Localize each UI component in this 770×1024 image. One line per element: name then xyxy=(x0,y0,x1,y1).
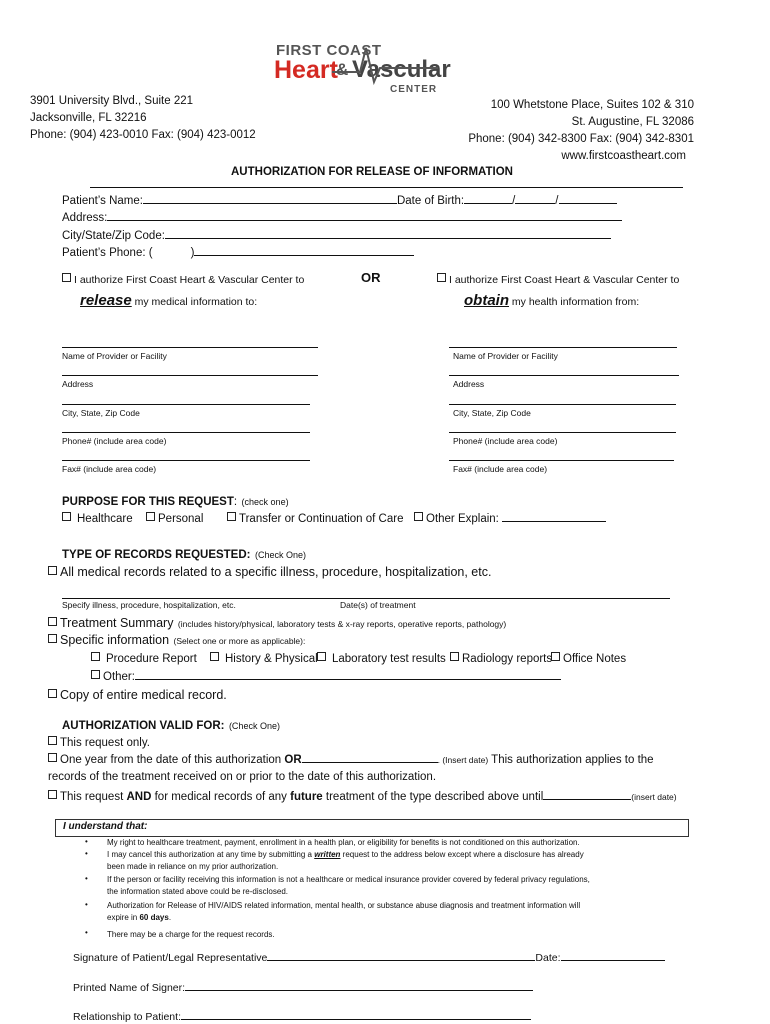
understand-item-2a: I may cancel this authorization at any time by submitting a xyxy=(107,850,315,859)
understand-heading: I understand that: xyxy=(63,821,148,832)
specify-label: Specify illness, procedure, hospitalization, etc. xyxy=(62,600,236,610)
obtain-phone-label: Phone# (include area code) xyxy=(453,436,558,446)
purpose-healthcare-label: Healthcare xyxy=(77,513,133,525)
release-rest: my medical information to: xyxy=(131,296,258,308)
patient-phone-row xyxy=(62,247,414,259)
dob-month-field[interactable] xyxy=(464,203,512,204)
left-address-line3: Phone: (904) 423-0010 Fax: (904) 423-0012 xyxy=(30,129,256,141)
purpose-transfer-label: Transfer or Continuation of Care xyxy=(239,513,404,525)
or-separator: OR xyxy=(361,270,381,285)
title-divider xyxy=(90,187,683,188)
treatment-summary-option[interactable] xyxy=(48,614,506,632)
lab-results-option[interactable] xyxy=(317,652,446,665)
treatment-summary-label: Treatment Summary xyxy=(60,616,174,630)
valid-option-2[interactable] xyxy=(48,753,654,766)
future-label-c: treatment of the type described above until xyxy=(322,791,544,803)
understand-item-4a: Authorization for Release of HIV/AIDS related information, mental health, or substance abuse diagnosis and treatment information will xyxy=(107,901,581,910)
obtain-city-field[interactable] xyxy=(449,404,676,405)
all-records-checkbox[interactable] xyxy=(48,566,57,575)
logo-ampersand: & xyxy=(336,60,349,79)
logo-first-coast: FIRST COAST xyxy=(276,42,382,59)
page-title: AUTHORIZATION FOR RELEASE OF INFORMATION xyxy=(231,166,513,178)
signature-label: Signature of Patient/Legal Representative xyxy=(73,952,268,964)
understand-item-3b: the information stated above could be re-disclosed. xyxy=(107,887,288,896)
obtain-phone-field[interactable] xyxy=(449,432,676,433)
records-heading-row xyxy=(62,545,306,563)
one-year-insert-note: . (Insert date) xyxy=(437,755,489,765)
office-notes-label: Office Notes xyxy=(563,653,627,665)
purpose-personal-label: Personal xyxy=(158,513,204,525)
relationship-label: Relationship to Patient: xyxy=(73,1011,181,1023)
procedure-report-label: Procedure Report xyxy=(106,653,197,665)
relationship-field[interactable] xyxy=(181,1019,531,1020)
other-explain-field[interactable] xyxy=(502,521,606,522)
records-note: (Check One) xyxy=(254,550,306,560)
request-only-checkbox[interactable] xyxy=(48,736,57,745)
future-insert-note: (insert date) xyxy=(631,792,677,802)
one-year-or: OR xyxy=(284,754,302,766)
printed-name-row xyxy=(73,982,533,994)
healthcare-checkbox[interactable] xyxy=(62,512,71,521)
obtain-fax-field[interactable] xyxy=(449,460,674,461)
left-address-line2: Jacksonville, FL 32216 xyxy=(30,112,147,124)
release-city-field[interactable] xyxy=(62,404,310,405)
history-physical-label: History & Physical xyxy=(225,653,318,665)
obtain-city-label: City, State, Zip Code xyxy=(453,408,531,418)
valid-option-1[interactable] xyxy=(48,736,150,749)
future-and: AND xyxy=(126,791,152,803)
patient-name-label: Patient’s Name: xyxy=(62,195,143,207)
signature-field[interactable] xyxy=(267,960,535,961)
obtain-line xyxy=(464,292,639,310)
purpose-heading: PURPOSE FOR THIS REQUEST xyxy=(62,496,234,508)
purpose-note: (check one) xyxy=(241,497,289,507)
authorize-obtain-option[interactable] xyxy=(437,273,679,286)
radiology-checkbox[interactable] xyxy=(450,652,459,661)
release-address-label: Address xyxy=(62,379,94,389)
personal-checkbox[interactable] xyxy=(146,512,155,521)
printed-name-label: Printed Name of Signer: xyxy=(73,982,186,994)
obtain-address-field[interactable] xyxy=(449,375,679,376)
one-year-applies-text: This authorization applies to the xyxy=(488,754,654,766)
patient-address-field[interactable] xyxy=(107,220,622,221)
valid-option-3[interactable] xyxy=(48,790,677,803)
one-year-date-field[interactable] xyxy=(302,762,438,763)
obtain-word: obtain xyxy=(464,292,509,309)
release-fax-label: Fax# (include area code) xyxy=(62,464,157,474)
patient-phone-label: Patient’s Phone: ( xyxy=(62,247,153,259)
understand-item-1: My right to healthcare treatment, payment, enrollment in a health plan, or eligibility for benefits is not conditioned on this authorization. xyxy=(107,838,580,847)
signature-date-label: Date: xyxy=(535,952,561,964)
future-label-a: This request xyxy=(60,791,127,803)
dob-day-field[interactable] xyxy=(515,203,555,204)
release-checkbox[interactable] xyxy=(62,273,71,282)
records-heading: TYPE OF RECORDS REQUESTED: xyxy=(62,549,251,561)
obtain-provider-name-field[interactable] xyxy=(449,347,677,348)
patient-city-label: City/State/Zip Code: xyxy=(62,230,165,242)
understand-box xyxy=(55,819,689,837)
logo xyxy=(270,42,451,97)
history-physical-checkbox[interactable] xyxy=(210,652,219,661)
bullet-1: • xyxy=(85,837,88,846)
valid-heading-row xyxy=(62,716,280,734)
purpose-colon: : xyxy=(233,496,238,508)
obtain-provider-name-label: Name of Provider or Facility xyxy=(453,351,558,361)
copy-entire-checkbox[interactable] xyxy=(48,689,57,698)
purpose-heading-row xyxy=(62,492,289,510)
procedure-report-option[interactable] xyxy=(91,652,197,665)
obtain-address-label: Address xyxy=(453,379,485,389)
release-provider-name-label: Name of Provider or Facility xyxy=(62,351,167,361)
valid-note: (Check One) xyxy=(228,721,280,731)
purpose-transfer[interactable] xyxy=(227,512,404,525)
release-line xyxy=(80,292,257,310)
purpose-personal[interactable] xyxy=(146,512,203,525)
treatment-summary-note: (includes history/physical, laboratory tests & x-ray reports, operative reports, pathology) xyxy=(177,619,507,629)
understand-item-4b xyxy=(107,913,171,922)
purpose-other-label: Other Explain: xyxy=(426,513,499,525)
sixty-days: 60 days xyxy=(139,913,169,922)
release-phone-field[interactable] xyxy=(62,432,310,433)
records-all-option[interactable] xyxy=(48,565,491,579)
relationship-row xyxy=(73,1011,531,1023)
one-year-checkbox[interactable] xyxy=(48,753,57,762)
copy-entire-label: Copy of entire medical record. xyxy=(60,688,227,702)
obtain-fax-label: Fax# (include area code) xyxy=(453,464,548,474)
logo-center: CENTER xyxy=(390,84,438,95)
bullet-5: • xyxy=(85,928,88,937)
patient-address-row xyxy=(62,212,622,224)
pulse-line-icon xyxy=(330,42,440,88)
signature-date-field[interactable] xyxy=(561,960,665,961)
request-only-label: This request only. xyxy=(60,737,150,749)
purpose-healthcare[interactable] xyxy=(62,512,133,525)
right-address-website: www.firstcoastheart.com xyxy=(561,150,686,162)
patient-name-field[interactable] xyxy=(143,203,397,204)
future-date-field[interactable] xyxy=(543,799,631,800)
radiology-option[interactable] xyxy=(450,652,552,665)
specific-info-checkbox[interactable] xyxy=(48,634,57,643)
phone-paren: ) xyxy=(190,247,195,259)
right-address-line1: 100 Whetstone Place, Suites 102 & 310 xyxy=(490,99,694,111)
dates-label: Date(s) of treatment xyxy=(340,600,416,610)
understand-item-5: There may be a charge for the request records. xyxy=(107,930,275,939)
understand-item-4b-text: expire in xyxy=(107,913,140,922)
all-records-label: All medical records related to a specific illness, procedure, hospitalization, etc. xyxy=(60,565,492,579)
understand-item-2 xyxy=(107,850,584,859)
right-address-line3: Phone: (904) 342-8300 Fax: (904) 342-8301 xyxy=(468,133,694,145)
authorize-release-text: I authorize First Coast Heart & Vascular Center to xyxy=(74,274,305,286)
right-address-line2: St. Augustine, FL 32086 xyxy=(571,116,694,128)
records-other-field[interactable] xyxy=(135,679,561,680)
patient-city-field[interactable] xyxy=(165,238,611,239)
valid-option-2-cont: records of the treatment received on or prior to the date of this authorization. xyxy=(48,771,437,783)
dob-label: Date of Birth: xyxy=(396,195,465,207)
obtain-checkbox[interactable] xyxy=(437,273,446,282)
history-physical-option[interactable] xyxy=(210,652,318,665)
future-label-b: for medical records of any xyxy=(151,791,291,803)
logo-vascular: Vascular xyxy=(352,56,451,83)
bullet-3: • xyxy=(85,874,88,883)
understand-item-2b: request to the address below except where a disclosure has already xyxy=(340,850,584,859)
other-checkbox[interactable] xyxy=(414,512,423,521)
authorize-obtain-text: I authorize First Coast Heart & Vascular Center to xyxy=(449,274,680,286)
transfer-checkbox[interactable] xyxy=(227,512,236,521)
procedure-report-checkbox[interactable] xyxy=(91,652,100,661)
specific-info-option[interactable] xyxy=(48,631,305,649)
release-provider-name-field[interactable] xyxy=(62,347,318,348)
patient-phone-field[interactable] xyxy=(194,255,414,256)
future-checkbox[interactable] xyxy=(48,790,57,799)
lab-results-checkbox[interactable] xyxy=(317,652,326,661)
office-notes-checkbox[interactable] xyxy=(551,652,560,661)
patient-name-row: Patient’s Name: Date of Birth: / / xyxy=(62,195,617,207)
valid-heading: AUTHORIZATION VALID FOR: xyxy=(62,720,225,732)
lab-results-label: Laboratory test results xyxy=(332,653,446,665)
obtain-rest: my health information from: xyxy=(509,296,640,308)
release-fax-field[interactable] xyxy=(62,460,310,461)
release-address-field[interactable] xyxy=(62,375,318,376)
records-other-label: Other: xyxy=(103,671,135,683)
specific-info-note: (Select one or more as applicable): xyxy=(173,636,306,646)
purpose-other[interactable] xyxy=(414,512,606,525)
understand-item-3a: If the person or facility receiving this information is not a healthcare or medical insurance provider covered by federal privacy regulations, xyxy=(107,875,590,884)
future-word: future xyxy=(290,791,323,803)
patient-city-row xyxy=(62,230,611,242)
copy-entire-option[interactable] xyxy=(48,688,227,702)
bullet-4: • xyxy=(85,900,88,909)
release-city-label: City, State, Zip Code xyxy=(62,408,140,418)
one-year-label: One year from the date of this authorization xyxy=(60,754,285,766)
written-word: written xyxy=(314,850,341,859)
specify-field[interactable] xyxy=(62,598,670,599)
records-other-checkbox[interactable] xyxy=(91,670,100,679)
printed-name-field[interactable] xyxy=(185,990,533,991)
understand-item-2c: been made in reliance on my prior authorization. xyxy=(107,862,279,871)
treatment-summary-checkbox[interactable] xyxy=(48,617,57,626)
release-word: release xyxy=(80,292,132,309)
dob-year-field[interactable] xyxy=(559,203,617,204)
logo-heart: Heart xyxy=(274,56,338,84)
signature-row xyxy=(73,952,665,964)
radiology-label: Radiology reports xyxy=(462,653,553,665)
records-other-option[interactable] xyxy=(91,670,561,683)
patient-address-label: Address: xyxy=(62,212,108,224)
understand-item-4c: . xyxy=(168,913,172,922)
specific-info-label: Specific information xyxy=(60,633,170,647)
office-notes-option[interactable] xyxy=(551,652,626,665)
authorize-release-option[interactable] xyxy=(62,273,304,286)
left-address-line1: 3901 University Blvd., Suite 221 xyxy=(30,95,194,107)
release-phone-label: Phone# (include area code) xyxy=(62,436,167,446)
bullet-2: • xyxy=(85,849,88,858)
